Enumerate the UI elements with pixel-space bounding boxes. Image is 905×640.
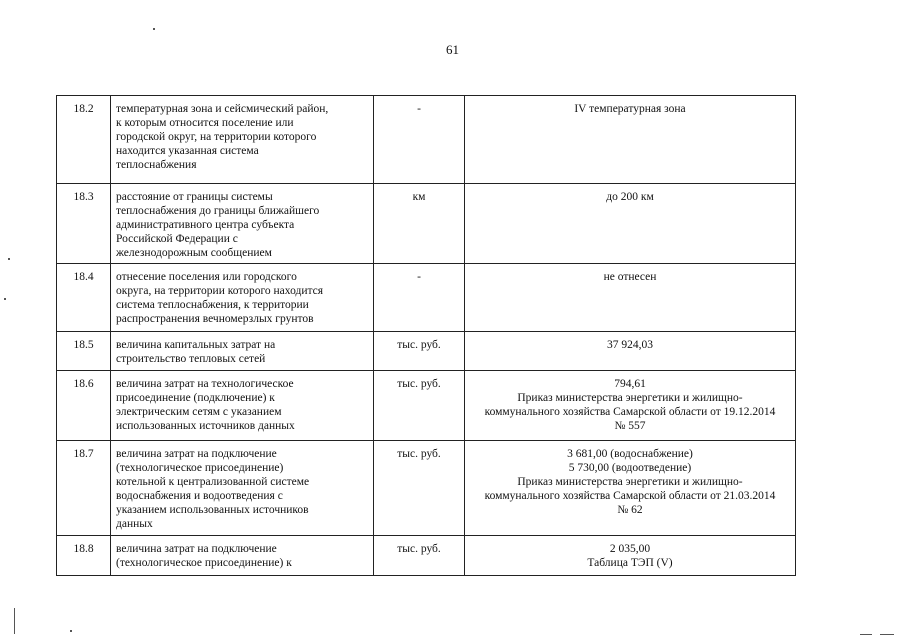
row-unit: тыс. руб. xyxy=(374,536,465,576)
scan-speck xyxy=(4,298,6,300)
scan-speck xyxy=(880,634,894,635)
row-value: не отнесен xyxy=(465,264,796,332)
scan-speck xyxy=(8,258,10,260)
row-unit: км xyxy=(374,184,465,264)
row-number: 18.6 xyxy=(57,371,111,441)
parameters-table xyxy=(56,95,796,576)
row-description: отнесение поселения или городского округа, на территории которого находится система теплоснабжения, к территории распространения вечномерзлых грунтов xyxy=(111,264,374,332)
row-value: 3 681,00 (водоснабжение) 5 730,00 (водоотведение) Приказ министерства энергетики и жилищно- коммунального хозяйства Самарской области от 21.03.2014 № 62 xyxy=(465,441,796,536)
row-unit: тыс. руб. xyxy=(374,332,465,371)
table-row xyxy=(57,371,796,441)
row-unit: тыс. руб. xyxy=(374,371,465,441)
scan-speck xyxy=(14,608,15,634)
row-number: 18.5 xyxy=(57,332,111,371)
row-number: 18.2 xyxy=(57,96,111,184)
page-number: 61 xyxy=(446,42,459,57)
row-description: величина капитальных затрат на строительство тепловых сетей xyxy=(111,332,374,371)
row-description: величина затрат на подключение (технологическое присоединение) котельной к централизованной системе водоснабжения и водоотведения с указанием использованных источников данных xyxy=(111,441,374,536)
table-row xyxy=(57,441,796,536)
scan-speck xyxy=(153,28,155,30)
table-row xyxy=(57,264,796,332)
row-unit: тыс. руб. xyxy=(374,441,465,536)
row-value: 37 924,03 xyxy=(465,332,796,371)
row-value: IV температурная зона xyxy=(465,96,796,184)
row-value: 2 035,00 Таблица ТЭП (V) xyxy=(465,536,796,576)
table-row xyxy=(57,536,796,576)
table-row xyxy=(57,332,796,371)
row-number: 18.7 xyxy=(57,441,111,536)
scan-speck xyxy=(70,630,72,632)
table-row xyxy=(57,184,796,264)
row-unit: - xyxy=(374,96,465,184)
row-number: 18.4 xyxy=(57,264,111,332)
row-description: величина затрат на подключение (технологическое присоединение) к xyxy=(111,536,374,576)
row-value: 794,61 Приказ министерства энергетики и жилищно- коммунального хозяйства Самарской области от 19.12.2014 № 557 xyxy=(465,371,796,441)
row-number: 18.8 xyxy=(57,536,111,576)
row-number: 18.3 xyxy=(57,184,111,264)
row-description: величина затрат на технологическое присоединение (подключение) к электрическим сетям с указанием использованных источников данных xyxy=(111,371,374,441)
table-row xyxy=(57,96,796,184)
scan-speck xyxy=(860,634,872,635)
row-description: температурная зона и сейсмический район, к которым относится поселение или городской округ, на территории которого находится указанная система теплоснабжения xyxy=(111,96,374,184)
row-value: до 200 км xyxy=(465,184,796,264)
row-unit: - xyxy=(374,264,465,332)
row-description: расстояние от границы системы теплоснабжения до границы ближайшего административного центра субъекта Российской Федерации с железнодорожным сообщением xyxy=(111,184,374,264)
